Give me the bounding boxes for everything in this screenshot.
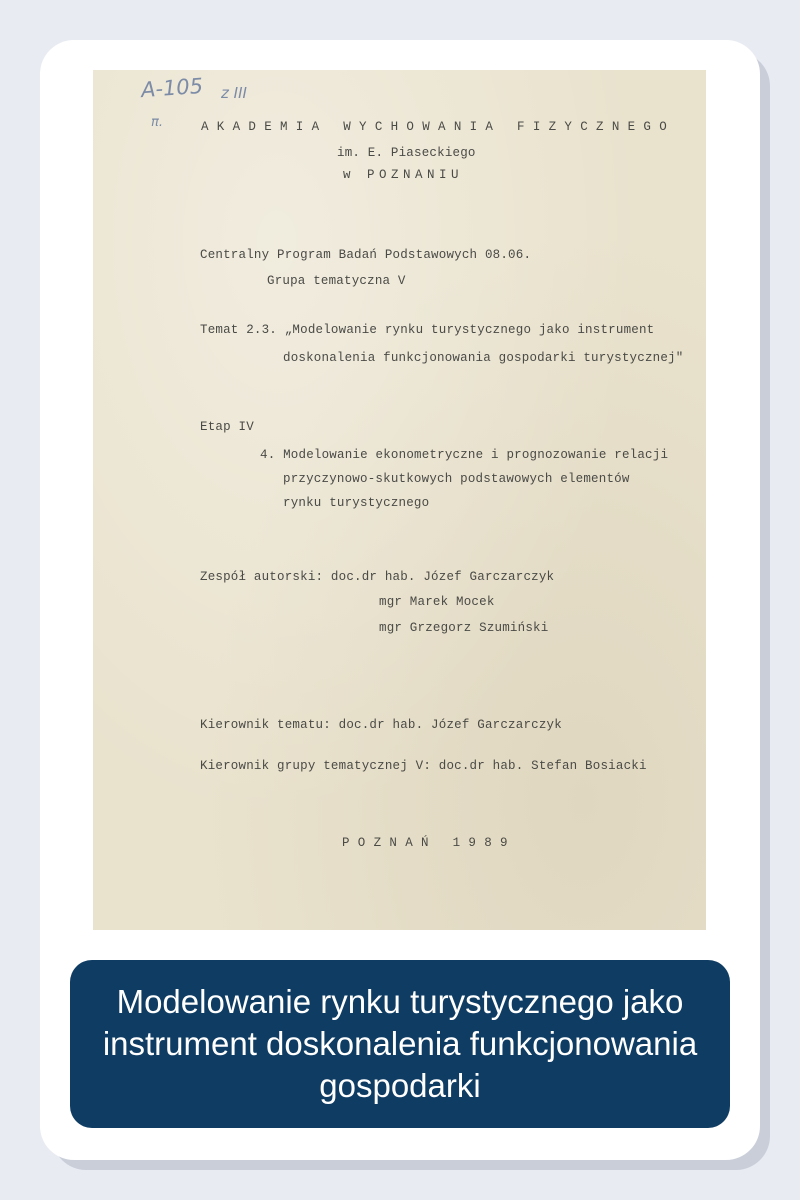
place-year: POZNAŃ 1989 <box>342 836 516 850</box>
institution-city: w POZNANIU <box>343 168 464 182</box>
institution-name: AKADEMIA WYCHOWANIA FIZYCZNEGO <box>201 120 676 134</box>
handwritten-mark: π. <box>151 115 163 130</box>
authors-line-3: mgr Grzegorz Szumiński <box>379 621 549 635</box>
stage-line-2: przyczynowo-skutkowych podstawowych elementów <box>283 472 630 486</box>
topic-head-line: Kierownik tematu: doc.dr hab. Józef Garczarczyk <box>200 718 562 732</box>
document-scan <box>93 70 706 930</box>
caption-box <box>70 960 730 1128</box>
stage-label: Etap IV <box>200 420 254 434</box>
authors-line-1: Zespół autorski: doc.dr hab. Józef Garczarczyk <box>200 570 555 584</box>
group-head-line: Kierownik grupy tematycznej V: doc.dr hab. Stefan Bosiacki <box>200 759 647 773</box>
stage-line-3: rynku turystycznego <box>283 496 430 510</box>
handwritten-code: A-105 <box>140 73 204 103</box>
handwritten-suffix: z III <box>221 84 247 102</box>
caption-title: Modelowanie rynku turystycznego jako instrument doskonalenia funkcjonowania gospodarki <box>102 983 698 1104</box>
topic-line-1: Temat 2.3. „Modelowanie rynku turystycznego jako instrument <box>200 323 655 337</box>
group-line: Grupa tematyczna V <box>267 274 406 288</box>
stage-line-1: 4. Modelowanie ekonometryczne i prognozowanie relacji <box>260 448 669 462</box>
institution-patron: im. E. Piaseckiego <box>337 146 476 160</box>
program-line: Centralny Program Badań Podstawowych 08.06. <box>200 248 532 262</box>
topic-line-2: doskonalenia funkcjonowania gospodarki turystycznej" <box>283 351 684 365</box>
authors-line-2: mgr Marek Mocek <box>379 595 495 609</box>
